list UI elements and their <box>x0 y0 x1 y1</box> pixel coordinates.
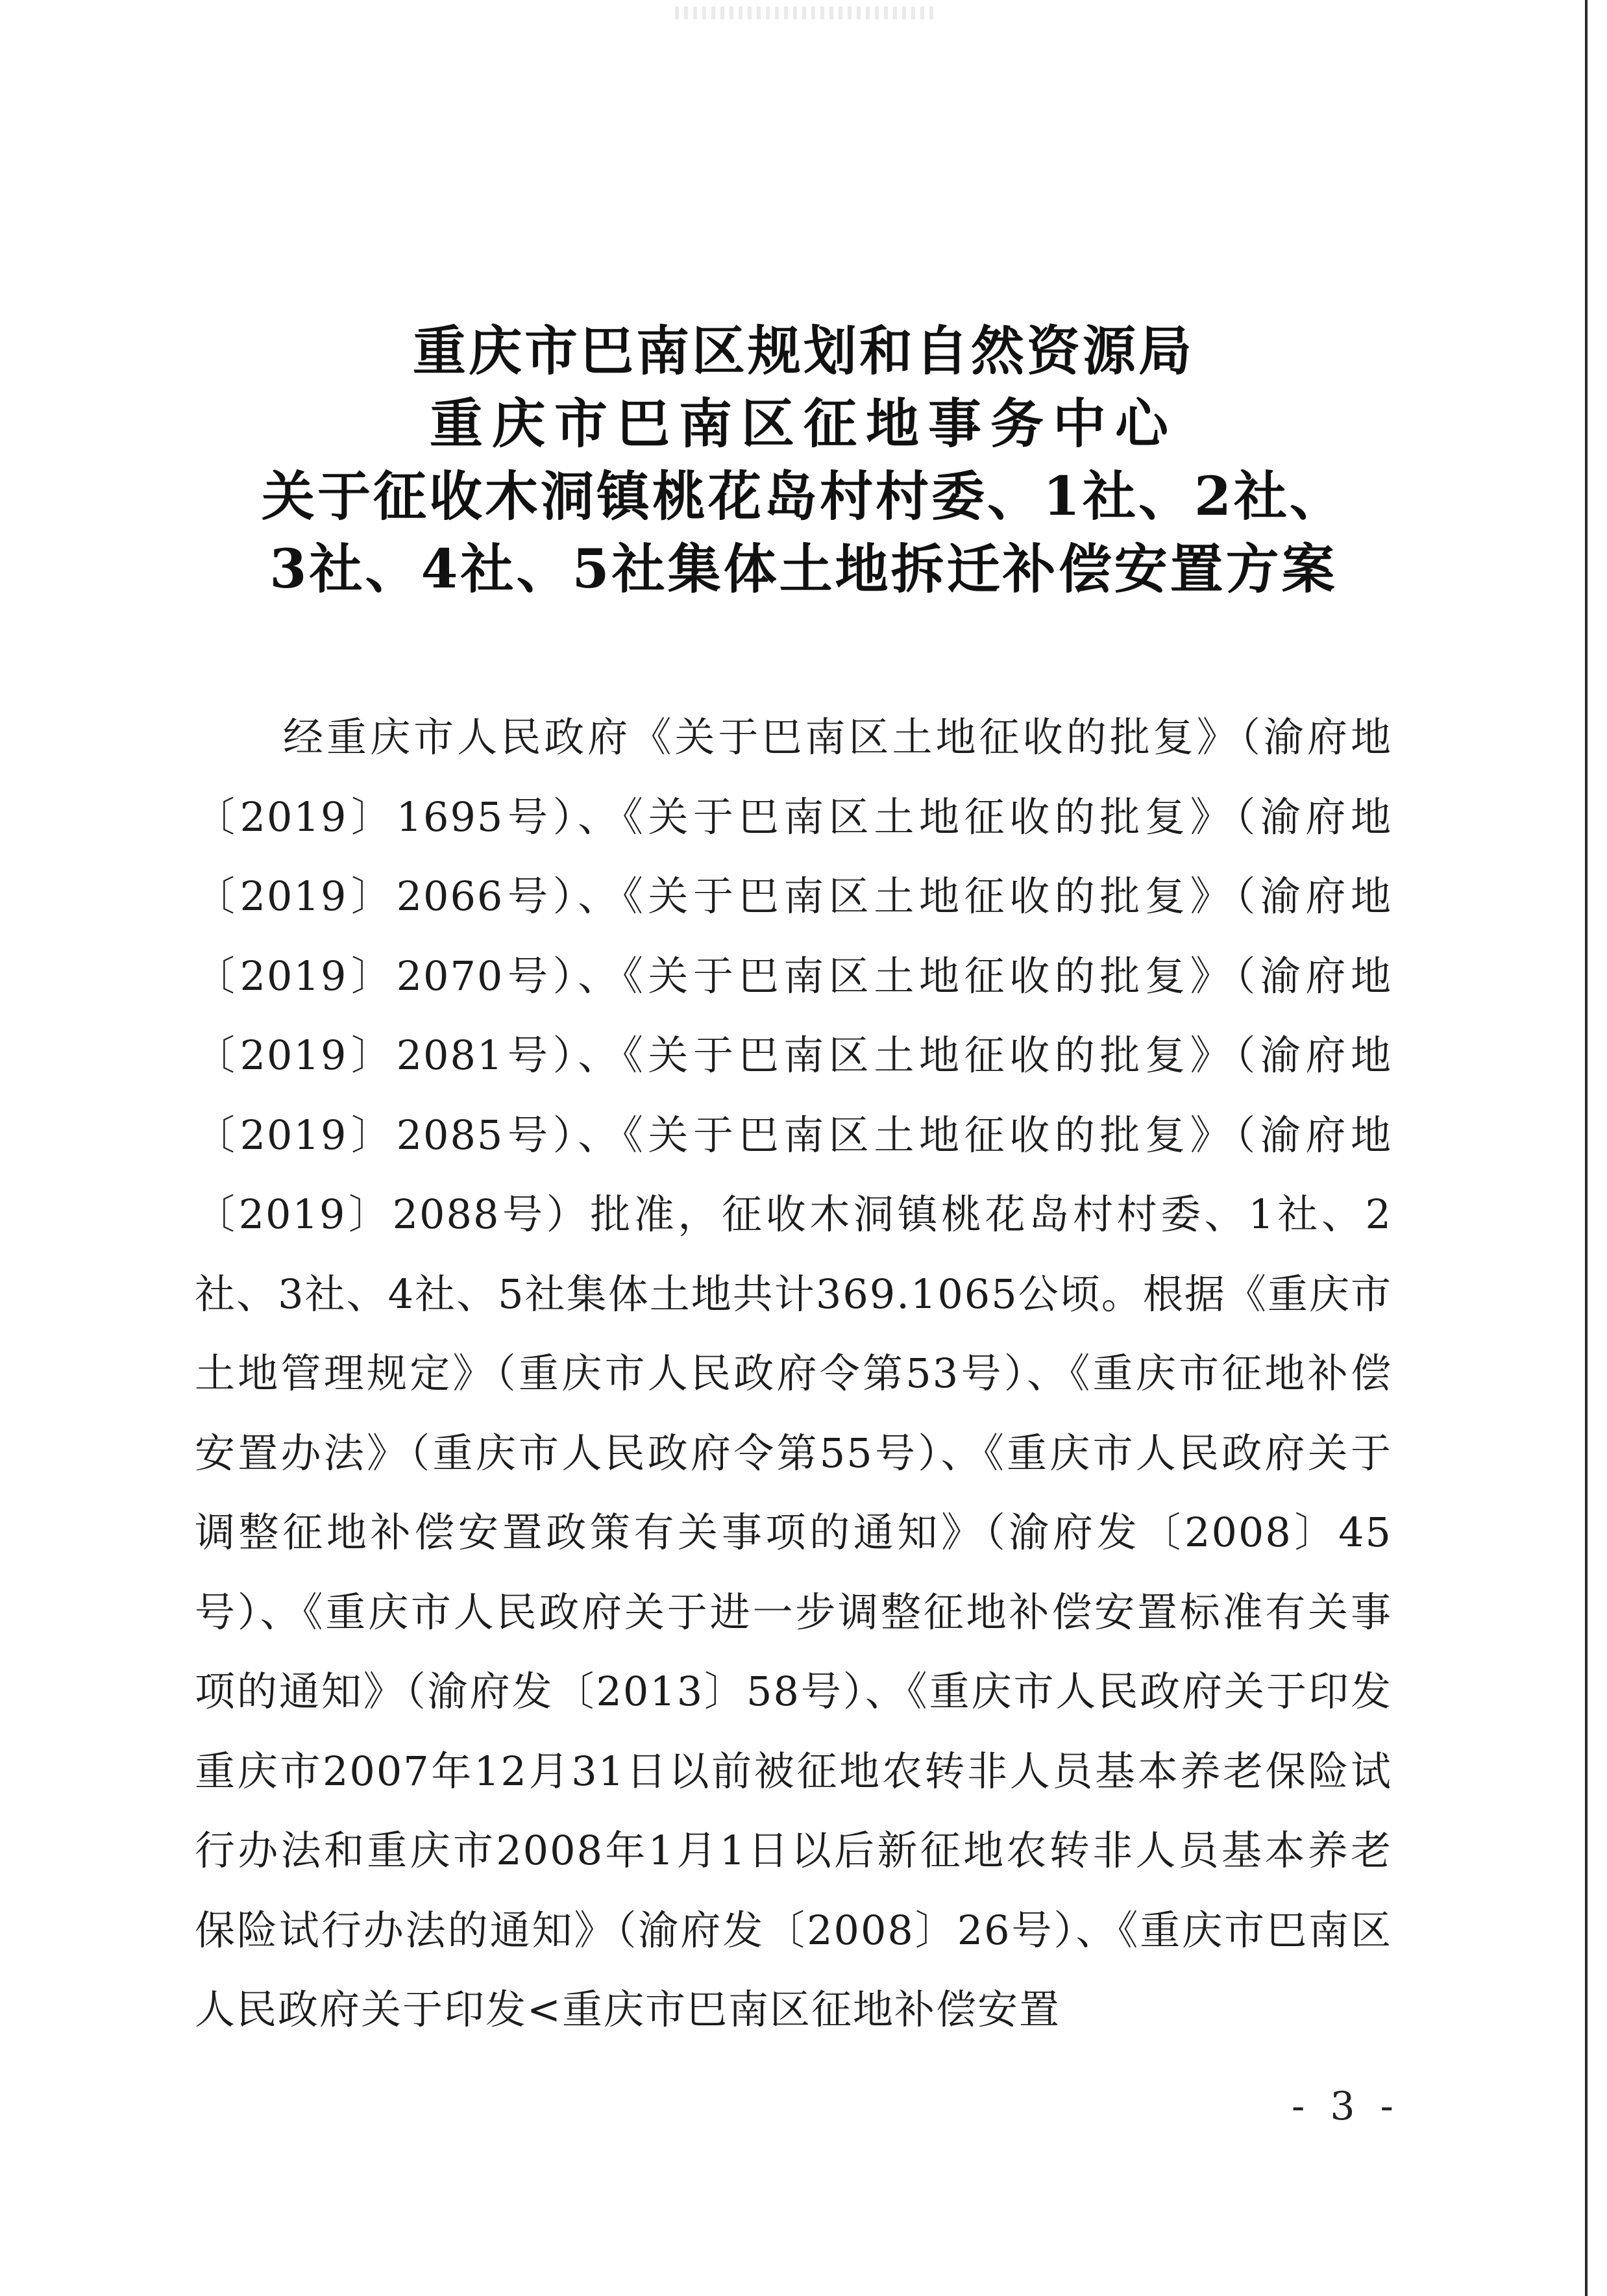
title-line-3: 关于征收木洞镇桃花岛村村委、1社、2社、 <box>261 465 1346 528</box>
title-line-2: 重庆市巴南区征地事务中心 <box>429 393 1177 455</box>
scan-smudge <box>675 6 935 19</box>
body-paragraph: 经重庆市人民政府《关于巴南区土地征收的批复》（渝府地〔2019〕1695号）、《关于巴南区土地征收的批复》（渝府地〔2019〕2066号）、《关于巴南区土地征收的批复》（渝府地〔2019〕2070号）、《关于巴南区土地征收的批复》（渝府地〔2019〕2081号）、《关于巴南区土地征收的批复》（渝府地〔2019〕2085号）、《关于巴南区土地征收的批复》（渝府地〔2019〕2088号）批准，征收木洞镇桃花岛村村委、1社、2社、3社、4社、5社集体土地共计369.1065公顷。根据《重庆市土地管理规定》（重庆市人民政府令第53号）、《重庆市征地补偿安置办法》（重庆市人民政府令第55号）、《重庆市人民政府关于调整征地补偿安置政策有关事项的通知》（渝府发〔2008〕45号）、《重庆市人民政府关于进一步调整征地补偿安置标准有关事项的通知》（渝府发〔2013〕58号）、《重庆市人民政府关于印发重庆市2007年12月31日以前被征地农转非人员基本养老保险试行办法和重庆市2008年1月1日以后新征地农转非人员基本养老保险试行办法的通知》（渝府发〔2008〕26号）、《重庆市巴南区人民政府关于印发<重庆市巴南区征地补偿安置 <box>195 713 1392 2033</box>
title-line-1: 重庆市巴南区规划和自然资源局 <box>412 320 1194 382</box>
page-number: - 3 - <box>1292 2084 1400 2129</box>
document-body <box>195 698 1392 2050</box>
document-title <box>0 315 1607 606</box>
title-line-4: 3社、4社、5社集体土地拆迁补偿安置方案 <box>269 538 1338 600</box>
